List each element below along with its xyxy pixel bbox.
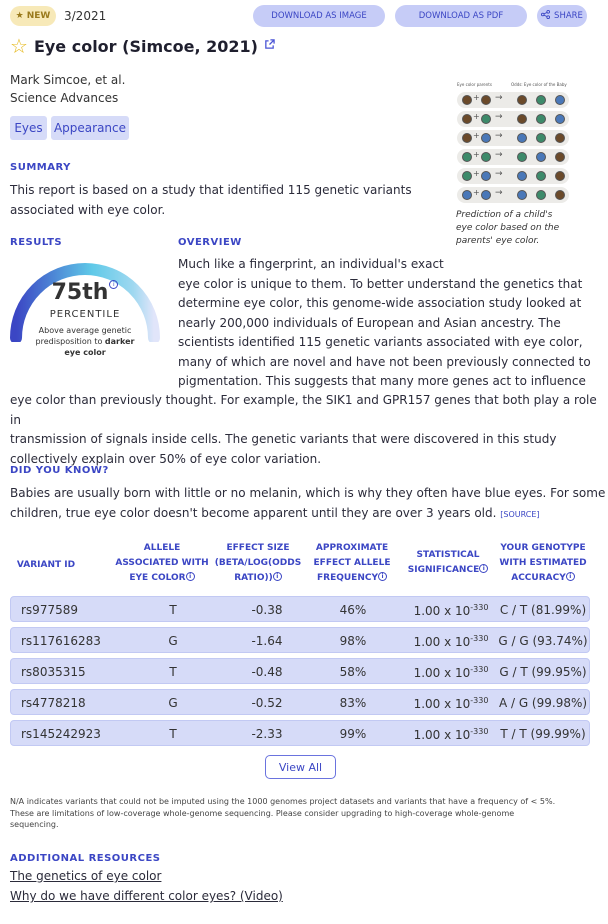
eye-row: [457, 130, 569, 146]
header-line: WITH ESTIMATED: [499, 558, 587, 568]
overview-line: eye color is unique to them. To better understand the genetics that: [178, 276, 583, 291]
header-line: EYE COLOR: [129, 573, 186, 583]
external-link-icon[interactable]: [264, 39, 275, 54]
table-row: [10, 627, 590, 653]
overview-heading: OVERVIEW: [178, 237, 242, 248]
eye-icon: [555, 114, 565, 124]
download-pdf-label: DOWNLOAD AS PDF: [418, 11, 504, 21]
eye-icon: [462, 171, 472, 181]
eye-icon: [536, 152, 546, 162]
figure-header-right: Odds: Eye color of the Baby: [511, 82, 567, 87]
frequency-cell: 46%: [339, 603, 367, 617]
variant-id-cell: rs8035315: [21, 665, 86, 679]
table-row: [10, 720, 590, 746]
report-date: 3/2021: [64, 9, 107, 23]
overview-text-top: [178, 255, 591, 392]
report-title-text: Eye color (Simcoe, 2021): [33, 36, 258, 56]
eye-icon: [481, 190, 491, 200]
col-header-genotype: [497, 542, 589, 584]
eye-icon: [555, 190, 565, 200]
eye-icon: [555, 171, 565, 181]
view-all-button[interactable]: View All: [265, 755, 336, 779]
caption-line: parents' eye color.: [456, 236, 540, 246]
source-link[interactable]: [SOURCE]: [500, 509, 540, 519]
did-you-know-line: Babies are usually born with little or no melanin, which is why they often have blue eyes. For some: [10, 486, 606, 500]
header-line: FREQUENCY: [317, 573, 378, 583]
footnote-line: N/A indicates variants that could not be imputed using the 1000 genomes project datasets and variants that have a frequency of < 5%.: [10, 797, 556, 806]
genotype-cell: G / G (93.74%): [498, 634, 588, 648]
significance-cell: [403, 696, 499, 711]
effect-size-cell: -0.48: [251, 665, 283, 679]
header-line: VARIANT ID: [16, 560, 76, 570]
info-icon[interactable]: i: [273, 572, 282, 581]
significance-exponent: -330: [470, 634, 489, 643]
plus-icon: +: [473, 188, 480, 197]
figure-caption: [456, 209, 586, 248]
header-line: APPROXIMATE: [315, 543, 389, 553]
header-line: SIGNIFICANCE: [407, 565, 480, 575]
significance-base: 1.00 x 10: [413, 635, 471, 649]
eye-icon: [555, 152, 565, 162]
report-title: [10, 36, 275, 56]
col-header-allele: [113, 542, 211, 584]
results-heading: RESULTS: [10, 237, 63, 248]
share-button[interactable]: [537, 5, 587, 27]
effect-size-cell: -1.64: [251, 634, 283, 648]
arrow-icon: →: [495, 169, 503, 179]
header-line: RATIO)): [234, 573, 273, 583]
eye-icon: [462, 190, 472, 200]
significance-base: 1.00 x 10: [413, 697, 471, 711]
share-icon: [541, 10, 550, 22]
tag-appearance[interactable]: Appearance: [51, 116, 129, 140]
percentile-gauge: [8, 258, 162, 368]
eye-icon: [517, 95, 527, 105]
plus-icon: +: [473, 93, 480, 102]
allele-cell: G: [168, 634, 178, 648]
percentile-desc-line: Above average genetic: [38, 326, 132, 335]
eye-icon: [536, 114, 546, 124]
eye-icon: [481, 95, 491, 105]
did-you-know-heading: DID YOU KNOW?: [10, 465, 109, 476]
significance-base: 1.00 x 10: [413, 728, 471, 742]
arrow-icon: →: [495, 112, 503, 122]
genotype-cell: G / T (99.95%): [499, 665, 587, 679]
significance-cell: [403, 603, 499, 618]
share-label: SHARE: [554, 11, 583, 21]
info-icon[interactable]: i: [566, 572, 575, 581]
summary-line: associated with eye color.: [10, 202, 166, 217]
header-line: ASSOCIATED WITH: [115, 558, 209, 568]
eye-icon: [481, 133, 491, 143]
info-icon[interactable]: i: [109, 280, 118, 289]
eye-icon: [517, 171, 527, 181]
did-you-know-line: children, true eye color doesn't become apparent until they are over 3 years old.: [10, 505, 497, 520]
header-line: EFFECT ALLELE: [313, 558, 391, 568]
eye-icon: [536, 190, 546, 200]
significance-exponent: -330: [470, 665, 489, 674]
eye-icon: [481, 171, 491, 181]
table-row: [10, 689, 590, 715]
arrow-icon: →: [495, 131, 503, 141]
frequency-cell: 99%: [339, 727, 367, 741]
percentile-label: PERCENTILE: [49, 309, 121, 320]
eye-icon: [536, 171, 546, 181]
footnote: [10, 796, 592, 831]
col-header-effect-size: [212, 542, 304, 584]
col-header-frequency: [308, 542, 396, 584]
favorite-star-icon[interactable]: ☆: [10, 34, 28, 58]
info-icon[interactable]: i: [378, 572, 387, 581]
overview-line: nearly 200,000 individuals of European and Asian ancestry. The: [178, 315, 561, 330]
new-badge-label: NEW: [26, 11, 51, 21]
significance-exponent: -330: [470, 696, 489, 705]
overview-line: Much like a fingerprint, an individual's exact: [178, 257, 444, 271]
author-names: Mark Simcoe, et al.: [10, 73, 126, 87]
header-line: (BETA/LOG(ODDS: [214, 558, 302, 568]
eye-row: [457, 111, 569, 127]
percentile-desc-bold: darker: [104, 337, 135, 346]
authors: [10, 71, 125, 107]
arrow-icon: →: [495, 93, 503, 103]
overview-line: pigmentation. This suggests that many more genes act to influence: [178, 374, 586, 388]
percentile-description: [8, 325, 162, 358]
eye-icon: [462, 152, 472, 162]
variant-id-cell: rs145242923: [21, 727, 101, 741]
percentile-desc-prefix: predisposition to: [35, 337, 105, 346]
plus-icon: +: [473, 131, 480, 140]
caption-line: eye color based on the: [456, 223, 560, 233]
resources-heading: ADDITIONAL RESOURCES: [10, 853, 161, 864]
eye-icon: [536, 95, 546, 105]
download-pdf-button[interactable]: [395, 5, 527, 27]
summary-line: This report is based on a study that identified 115 genetic variants: [10, 183, 412, 197]
star-icon: ★: [15, 11, 24, 21]
info-icon[interactable]: i: [479, 564, 488, 573]
tag-eyes[interactable]: Eyes: [10, 116, 47, 140]
percentile-desc-line: eye color: [64, 348, 106, 357]
journal-name: Science Advances: [10, 91, 119, 105]
header-line: ALLELE: [143, 543, 181, 553]
overview-line: collectively explain over 50% of eye color variation.: [10, 451, 322, 466]
overview-line: scientists identified 115 genetic variants associated with eye color,: [178, 335, 583, 349]
significance-base: 1.00 x 10: [413, 604, 471, 618]
overview-line: many of which are novel and have not been previously connected to: [178, 354, 591, 369]
eye-icon: [481, 152, 491, 162]
download-image-label: DOWNLOAD AS IMAGE: [271, 11, 367, 21]
overview-line: transmission of signals inside cells. The genetic variants that were discovered in this study: [10, 432, 557, 446]
allele-cell: T: [169, 603, 177, 617]
eye-icon: [517, 152, 527, 162]
effect-size-cell: -0.38: [251, 603, 283, 617]
footnote-line: These are limitations of low-coverage whole-genome sequencing. Please consider upgrading to high-coverage whole-genome: [10, 808, 515, 818]
resource-link-video[interactable]: Why do we have different color eyes? (Video): [10, 889, 283, 903]
eye-icon: [462, 133, 472, 143]
allele-cell: G: [168, 696, 178, 710]
plus-icon: +: [473, 112, 480, 121]
effect-size-cell: -2.33: [251, 727, 283, 741]
eye-icon: [536, 133, 546, 143]
plus-icon: +: [473, 150, 480, 159]
genotype-cell: A / G (99.98%): [498, 696, 588, 710]
new-badge: [10, 6, 56, 26]
col-header-variant-id: [10, 559, 82, 571]
arrow-icon: →: [495, 188, 503, 198]
percentile-value: 75th: [51, 280, 109, 305]
allele-cell: T: [169, 665, 177, 679]
eye-icon: [555, 133, 565, 143]
genotype-cell: C / T (81.99%): [499, 603, 587, 617]
significance-base: 1.00 x 10: [413, 666, 471, 680]
figure-header-left: Eye color parents: [457, 82, 492, 87]
overview-line: eye color than previously thought. For example, the SIK1 and GPR157 genes that both play a role in: [10, 393, 597, 427]
effect-size-cell: -0.52: [251, 696, 283, 710]
genotype-cell: T / T (99.99%): [500, 727, 586, 741]
significance-exponent: -330: [470, 727, 489, 736]
eye-row: [457, 168, 569, 184]
eye-icon: [517, 133, 527, 143]
download-image-button[interactable]: [253, 5, 385, 27]
caption-line: Prediction of a child's: [456, 210, 553, 220]
significance-cell: [403, 727, 499, 742]
overview-line: determine eye color, this genome-wide association study looked at: [178, 296, 582, 310]
percentile-display: [8, 280, 162, 305]
col-header-significance: [404, 549, 492, 576]
table-row: [10, 658, 590, 684]
frequency-cell: 83%: [339, 696, 367, 710]
overview-text-bottom: [10, 391, 608, 469]
eye-icon: [462, 114, 472, 124]
eye-icon: [555, 95, 565, 105]
eye-icon: [517, 114, 527, 124]
footnote-line: sequencing.: [10, 820, 59, 829]
header-line: STATISTICAL: [416, 550, 480, 560]
eye-row: [457, 187, 569, 203]
allele-cell: T: [169, 727, 177, 741]
frequency-cell: 98%: [339, 634, 367, 648]
eye-row: [457, 92, 569, 108]
eye-color-prediction-figure: [457, 82, 569, 204]
table-row: [10, 596, 590, 622]
significance-cell: [403, 665, 499, 680]
eye-icon: [517, 190, 527, 200]
header-line: YOUR GENOTYPE: [500, 543, 586, 553]
significance-exponent: -330: [470, 603, 489, 612]
frequency-cell: 58%: [339, 665, 367, 679]
did-you-know-text: [10, 484, 605, 524]
arrow-icon: →: [495, 150, 503, 160]
eye-icon: [462, 95, 472, 105]
variant-id-cell: rs4778218: [21, 696, 86, 710]
header-line: ACCURACY: [511, 573, 566, 583]
plus-icon: +: [473, 169, 480, 178]
info-icon[interactable]: i: [186, 572, 195, 581]
resource-link-genetics[interactable]: The genetics of eye color: [10, 869, 162, 883]
eye-row: [457, 149, 569, 165]
eye-icon: [481, 114, 491, 124]
significance-cell: [403, 634, 499, 649]
summary-text: [10, 181, 412, 220]
header-line: EFFECT SIZE: [226, 543, 290, 553]
variant-id-cell: rs977589: [21, 603, 78, 617]
variant-id-cell: rs117616283: [21, 634, 101, 648]
summary-heading: SUMMARY: [10, 162, 71, 173]
